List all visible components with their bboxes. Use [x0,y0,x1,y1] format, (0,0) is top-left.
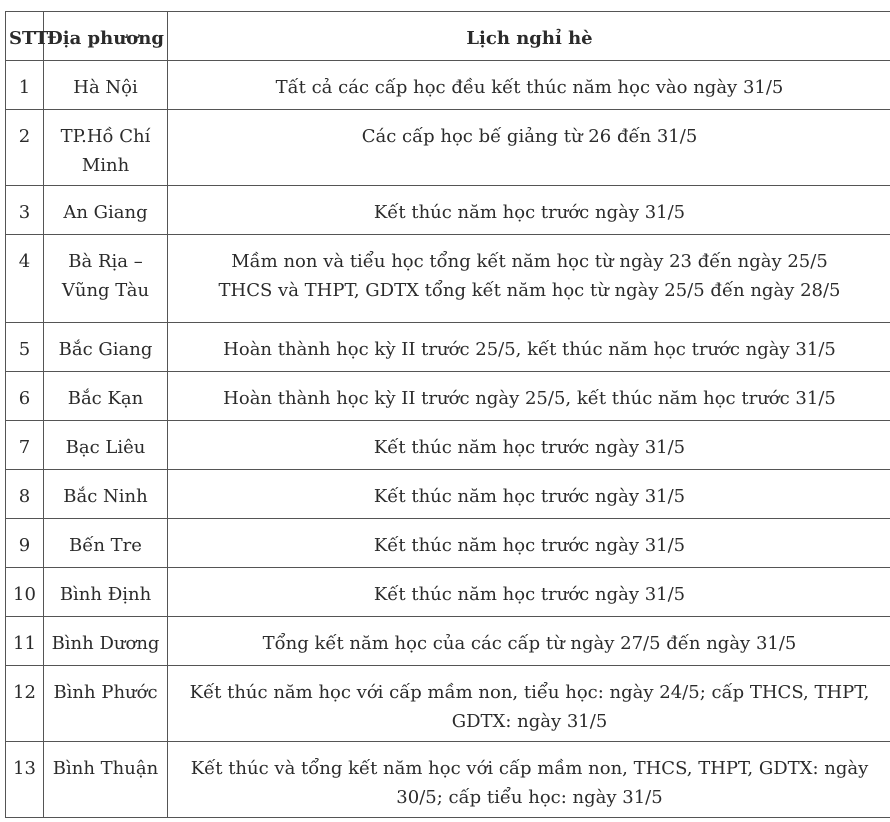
cell-place: Bắc Kạn [44,372,168,421]
table-row [6,110,890,186]
cell-place: TP.Hồ Chí Minh [44,110,168,186]
cell-place: Bến Tre [44,519,168,568]
cell-schedule [168,568,890,617]
cell-place: Hà Nội [44,61,168,110]
schedule-line: Hoàn thành học kỳ II trước 25/5, kết thúc năm học trước ngày 31/5 [223,339,836,360]
schedule-line: Kết thúc năm học với cấp mầm non, tiểu học: ngày 24/5; cấp THCS, THPT, GDTX: ngày 31/5 [189,682,870,732]
schedule-line: Các cấp học bế giảng từ 26 đến 31/5 [361,126,698,147]
cell-place: An Giang [44,186,168,235]
cell-stt: 9 [6,519,44,568]
cell-stt: 10 [6,568,44,617]
table-row [6,617,890,666]
cell-stt: 4 [6,235,44,323]
table-row [6,666,890,742]
cell-stt: 13 [6,742,44,818]
schedule-line: Kết thúc năm học trước ngày 31/5 [373,202,686,223]
cell-place: Bắc Ninh [44,470,168,519]
schedule-line: Tổng kết năm học của các cấp từ ngày 27/5 đến ngày 31/5 [262,633,797,654]
table-row [6,235,890,323]
cell-schedule [168,186,890,235]
schedule-line: Tất cả các cấp học đều kết thúc năm học vào ngày 31/5 [275,77,784,98]
cell-schedule [168,742,890,818]
cell-schedule [168,666,890,742]
schedule-line: Kết thúc năm học trước ngày 31/5 [373,535,686,556]
cell-schedule [168,372,890,421]
cell-schedule [168,470,890,519]
cell-stt: 1 [6,61,44,110]
table-row [6,323,890,372]
schedule-line: Kết thúc năm học trước ngày 31/5 [373,437,686,458]
table-row [6,186,890,235]
cell-stt: 2 [6,110,44,186]
cell-place: Bình Dương [44,617,168,666]
cell-stt: 6 [6,372,44,421]
header-place: Địa phương [44,12,168,61]
cell-stt: 11 [6,617,44,666]
table-row [6,470,890,519]
table-row [6,568,890,617]
schedule-line: Mầm non và tiểu học tổng kết năm học từ ngày 23 đến ngày 25/5 [231,251,828,272]
cell-schedule [168,323,890,372]
summer-break-table [5,11,890,818]
cell-place: Bạc Liêu [44,421,168,470]
cell-place: Bình Thuận [44,742,168,818]
table-row [6,519,890,568]
table-row [6,742,890,818]
cell-schedule [168,617,890,666]
cell-place: Bình Phước [44,666,168,742]
cell-stt: 3 [6,186,44,235]
table-row [6,372,890,421]
cell-stt: 7 [6,421,44,470]
cell-schedule [168,61,890,110]
cell-schedule [168,519,890,568]
table-header-row [6,12,890,61]
cell-stt: 8 [6,470,44,519]
cell-schedule [168,235,890,323]
schedule-line: Hoàn thành học kỳ II trước ngày 25/5, kết thúc năm học trước 31/5 [223,388,836,409]
schedule-line: Kết thúc và tổng kết năm học với cấp mầm non, THCS, THPT, GDTX: ngày 30/5; cấp tiểu học: ngày 31/5 [190,758,869,808]
cell-stt: 12 [6,666,44,742]
cell-schedule [168,110,890,186]
header-schedule: Lịch nghỉ hè [168,12,890,61]
cell-schedule [168,421,890,470]
schedule-line: Kết thúc năm học trước ngày 31/5 [373,584,686,605]
table-row [6,61,890,110]
schedule-line: THCS và THPT, GDTX tổng kết năm học từ ngày 25/5 đến ngày 28/5 [218,280,841,301]
cell-place: Bắc Giang [44,323,168,372]
table-row [6,421,890,470]
schedule-line: Kết thúc năm học trước ngày 31/5 [373,486,686,507]
cell-place: Bà Rịa – Vũng Tàu [44,235,168,323]
header-stt: STT [6,12,44,61]
cell-place: Bình Định [44,568,168,617]
table-body [6,61,890,818]
cell-stt: 5 [6,323,44,372]
